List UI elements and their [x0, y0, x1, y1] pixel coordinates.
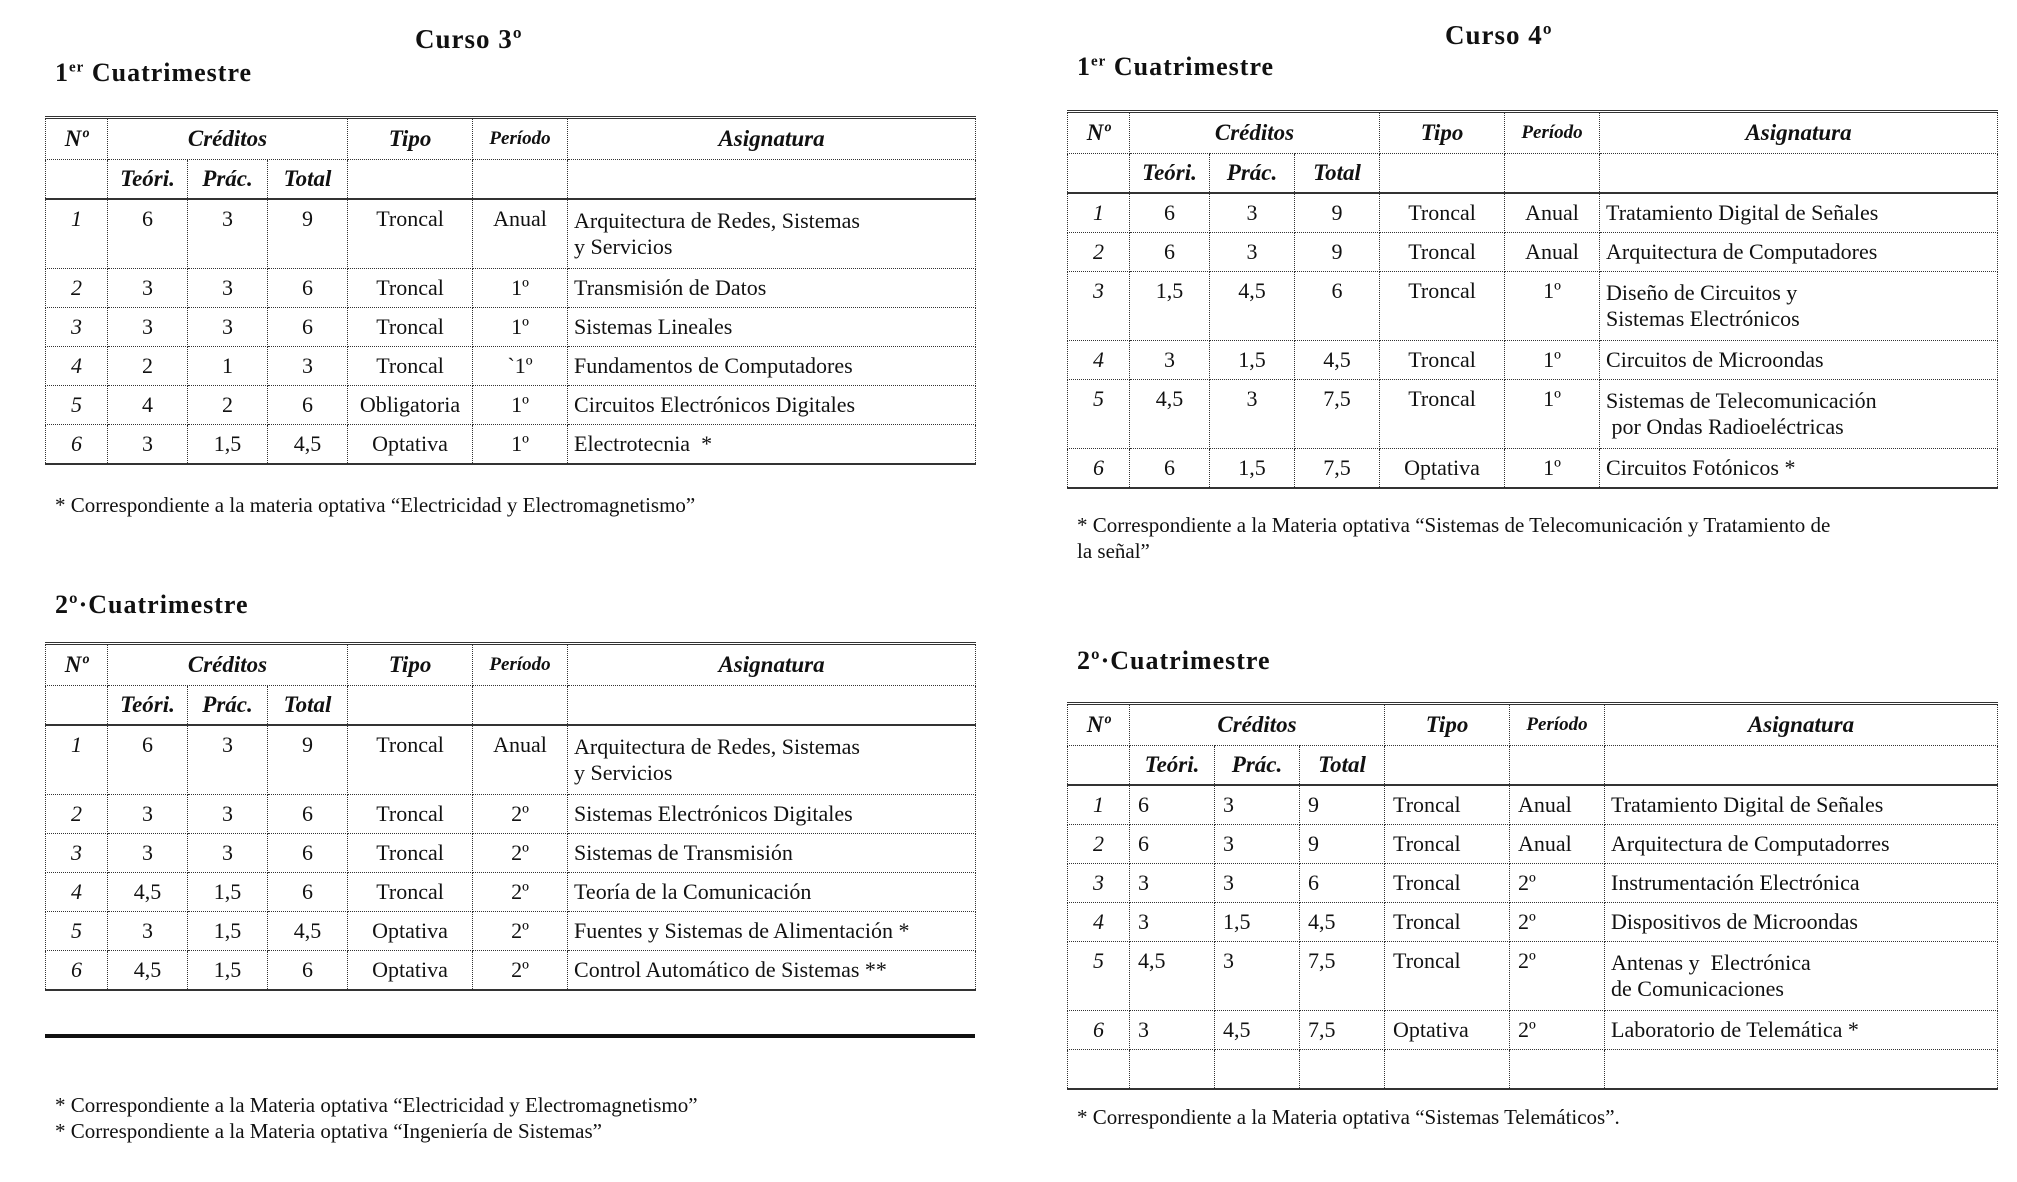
- periodo-cell: 1º: [473, 269, 568, 308]
- table-row: [46, 795, 976, 834]
- credits-total: 9: [1300, 785, 1385, 825]
- col-tipo: Tipo: [348, 118, 473, 160]
- col-creditos: Créditos: [1130, 704, 1385, 746]
- asignatura-cell: [568, 951, 976, 991]
- periodo-cell: 2º: [1510, 903, 1605, 942]
- periodo-cell: Anual: [1510, 785, 1605, 825]
- curso-3-title: Curso 3º: [415, 24, 523, 54]
- asignatura-line-1: Diseño de Circuitos y: [1606, 280, 1798, 305]
- asignatura-cell: [568, 386, 976, 425]
- asignatura-line-1: Fuentes y Sistemas de Alimentación *: [574, 918, 910, 943]
- periodo-cell: Anual: [473, 199, 568, 269]
- table-row: [46, 951, 976, 991]
- asignatura-line-1: Arquitectura de Redes, Sistemas: [574, 208, 860, 233]
- periodo-cell: `1º: [473, 347, 568, 386]
- credits-total: 6: [268, 951, 348, 991]
- tipo-cell: Optativa: [1380, 449, 1505, 489]
- credits-prac: 3: [1210, 233, 1295, 272]
- asignatura-line-1: Arquitectura de Redes, Sistemas: [574, 734, 860, 759]
- credits-teori: 6: [1130, 825, 1215, 864]
- periodo-cell: 1º: [473, 425, 568, 465]
- credits-prac: 3: [188, 834, 268, 873]
- col-n: Nº: [46, 644, 108, 686]
- periodo-cell: 2º: [473, 795, 568, 834]
- credits-total: 9: [1295, 193, 1380, 233]
- tipo-cell: Troncal: [348, 795, 473, 834]
- asignatura-cell: [1600, 380, 1998, 449]
- table-row: [46, 912, 976, 951]
- periodo-cell: 1º: [1505, 449, 1600, 489]
- asignatura-line-1: Sistemas de Transmisión: [574, 840, 793, 865]
- tipo-cell: Troncal: [1380, 380, 1505, 449]
- curso-4-sem1-note-1: * Correspondiente a la Materia optativa “Sistemas de Telecomunicación y Tratamiento de: [1077, 513, 1831, 537]
- row-number: 3: [46, 834, 108, 873]
- curso-4-sem1-note-2: la señal”: [1077, 539, 1150, 563]
- col-asignatura: Asignatura: [1600, 112, 1998, 154]
- empty-row: [1068, 1050, 1998, 1090]
- credits-total: 6: [268, 795, 348, 834]
- credits-total: 4,5: [268, 912, 348, 951]
- periodo-cell: 2º: [473, 834, 568, 873]
- curso-3-sem2-note-1: * Correspondiente a la Materia optativa “Electricidad y Electromagnetismo”: [55, 1093, 698, 1117]
- row-number: 4: [46, 873, 108, 912]
- row-number: 5: [1068, 942, 1130, 1011]
- credits-teori: 2: [108, 347, 188, 386]
- row-number: 6: [1068, 1011, 1130, 1050]
- curso-4-sem2-table: [1067, 702, 1998, 1090]
- tipo-cell: Troncal: [348, 834, 473, 873]
- curso-3-sem2-heading: 2º·Cuatrimestre: [55, 590, 249, 619]
- col-n: Nº: [46, 118, 108, 160]
- col-teori: Teóri.: [108, 160, 188, 200]
- curso-4-sem2-heading: 2º·Cuatrimestre: [1077, 646, 1271, 675]
- periodo-cell: 1º: [1505, 380, 1600, 449]
- credits-teori: 6: [108, 199, 188, 269]
- periodo-cell: 2º: [1510, 1011, 1605, 1050]
- curso-3-sem1-table: [45, 116, 976, 465]
- tipo-cell: Troncal: [348, 347, 473, 386]
- credits-prac: 1,5: [1210, 449, 1295, 489]
- asignatura-cell: [1605, 903, 1998, 942]
- col-total: Total: [268, 686, 348, 726]
- credits-teori: 3: [1130, 903, 1215, 942]
- table-row: [46, 834, 976, 873]
- asignatura-cell: [568, 873, 976, 912]
- credits-teori: 3: [108, 795, 188, 834]
- asignatura-line-1: Tratamiento Digital de Señales: [1611, 792, 1884, 817]
- col-creditos: Créditos: [108, 118, 348, 160]
- row-number: 5: [46, 386, 108, 425]
- credits-teori: 6: [1130, 233, 1210, 272]
- credits-prac: 1: [188, 347, 268, 386]
- col-prac: Prác.: [188, 686, 268, 726]
- asignatura-line-2: por Ondas Radioeléctricas: [1606, 414, 1844, 439]
- asignatura-cell: [1605, 1011, 1998, 1050]
- credits-prac: 3: [1215, 942, 1300, 1011]
- credits-total: 6: [268, 269, 348, 308]
- credits-teori: 4,5: [1130, 380, 1210, 449]
- tipo-cell: Troncal: [1380, 193, 1505, 233]
- credits-total: 9: [1295, 233, 1380, 272]
- periodo-cell: 2º: [1510, 942, 1605, 1011]
- credits-prac: 3: [1215, 785, 1300, 825]
- tipo-cell: Troncal: [1385, 942, 1510, 1011]
- row-number: 2: [1068, 233, 1130, 272]
- table-row: [46, 269, 976, 308]
- asignatura-cell: [1600, 193, 1998, 233]
- tipo-cell: Troncal: [1385, 785, 1510, 825]
- col-tipo: Tipo: [1385, 704, 1510, 746]
- row-number: 4: [46, 347, 108, 386]
- periodo-cell: 1º: [473, 308, 568, 347]
- periodo-cell: Anual: [473, 725, 568, 795]
- credits-prac: 3: [188, 308, 268, 347]
- table-row: [1068, 1011, 1998, 1050]
- tipo-cell: Obligatoria: [348, 386, 473, 425]
- row-number: 4: [1068, 341, 1130, 380]
- asignatura-cell: [568, 725, 976, 795]
- col-periodo: Período: [1510, 704, 1605, 746]
- credits-total: 7,5: [1300, 942, 1385, 1011]
- col-total: Total: [268, 160, 348, 200]
- curso-3-sem2-table: [45, 642, 976, 991]
- asignatura-line-1: Dispositivos de Microondas: [1611, 909, 1858, 934]
- credits-total: 4,5: [1295, 341, 1380, 380]
- tipo-cell: Troncal: [1380, 272, 1505, 341]
- col-asignatura: Asignatura: [568, 118, 976, 160]
- credits-prac: 3: [1215, 864, 1300, 903]
- table-row: [1068, 233, 1998, 272]
- periodo-cell: 2º: [473, 951, 568, 991]
- credits-total: 6: [268, 873, 348, 912]
- asignatura-cell: [568, 425, 976, 465]
- periodo-cell: Anual: [1505, 193, 1600, 233]
- col-tipo: Tipo: [348, 644, 473, 686]
- row-number: 2: [46, 795, 108, 834]
- asignatura-cell: [568, 308, 976, 347]
- credits-total: 7,5: [1295, 380, 1380, 449]
- col-asignatura: Asignatura: [568, 644, 976, 686]
- table-row: [46, 308, 976, 347]
- credits-teori: 3: [108, 425, 188, 465]
- tipo-cell: Troncal: [348, 725, 473, 795]
- periodo-cell: Anual: [1505, 233, 1600, 272]
- credits-prac: 4,5: [1215, 1011, 1300, 1050]
- table-row: [1068, 942, 1998, 1011]
- asignatura-cell: [568, 269, 976, 308]
- curso-4-title: Curso 4º: [1445, 20, 1553, 50]
- table-row: [46, 725, 976, 795]
- tipo-cell: Optativa: [348, 951, 473, 991]
- credits-teori: 6: [1130, 449, 1210, 489]
- col-teori: Teóri.: [1130, 154, 1210, 194]
- credits-teori: 1,5: [1130, 272, 1210, 341]
- tipo-cell: Troncal: [348, 308, 473, 347]
- asignatura-line-1: Instrumentación Electrónica: [1611, 870, 1860, 895]
- credits-teori: 6: [1130, 785, 1215, 825]
- periodo-cell: 1º: [1505, 341, 1600, 380]
- col-teori: Teóri.: [108, 686, 188, 726]
- col-teori: Teóri.: [1130, 746, 1215, 786]
- curso-4-sem1-heading: 1er Cuatrimestre: [1077, 52, 1275, 81]
- col-creditos: Créditos: [108, 644, 348, 686]
- curso-3-sem2-note-2: * Correspondiente a la Materia optativa “Ingeniería de Sistemas”: [55, 1119, 602, 1143]
- credits-prac: 1,5: [1215, 903, 1300, 942]
- credits-prac: 3: [188, 269, 268, 308]
- row-number: 4: [1068, 903, 1130, 942]
- table-row: [46, 386, 976, 425]
- credits-prac: 1,5: [188, 951, 268, 991]
- asignatura-line-1: Circuitos Fotónicos *: [1606, 455, 1796, 480]
- asignatura-cell: [568, 912, 976, 951]
- separator-rule: [45, 1034, 975, 1038]
- tipo-cell: Optativa: [348, 425, 473, 465]
- credits-prac: 3: [1210, 193, 1295, 233]
- periodo-cell: 1º: [1505, 272, 1600, 341]
- credits-prac: 1,5: [188, 912, 268, 951]
- row-number: 1: [46, 725, 108, 795]
- periodo-cell: Anual: [1510, 825, 1605, 864]
- col-prac: Prác.: [188, 160, 268, 200]
- asignatura-cell: [1605, 864, 1998, 903]
- row-number: 1: [1068, 193, 1130, 233]
- credits-teori: 3: [1130, 341, 1210, 380]
- periodo-cell: 2º: [1510, 864, 1605, 903]
- asignatura-line-1: Circuitos Electrónicos Digitales: [574, 392, 856, 417]
- row-number: 2: [46, 269, 108, 308]
- row-number: 5: [1068, 380, 1130, 449]
- table-row: [46, 199, 976, 269]
- row-number: 3: [46, 308, 108, 347]
- col-n: Nº: [1068, 704, 1130, 746]
- credits-teori: 3: [108, 912, 188, 951]
- asignatura-line-1: Arquitectura de Computadores: [1606, 239, 1878, 264]
- credits-total: 6: [1295, 272, 1380, 341]
- col-prac: Prác.: [1210, 154, 1295, 194]
- col-periodo: Período: [473, 118, 568, 160]
- asignatura-line-1: Antenas y Electrónica: [1611, 950, 1811, 975]
- col-tipo: Tipo: [1380, 112, 1505, 154]
- tipo-cell: Troncal: [1380, 233, 1505, 272]
- asignatura-line-1: Sistemas Electrónicos Digitales: [574, 801, 853, 826]
- asignatura-cell: [1605, 942, 1998, 1011]
- credits-teori: 4,5: [108, 873, 188, 912]
- asignatura-line-1: Sistemas Lineales: [574, 314, 733, 339]
- credits-teori: 6: [1130, 193, 1210, 233]
- asignatura-cell: [568, 199, 976, 269]
- col-prac: Prác.: [1215, 746, 1300, 786]
- tipo-cell: Troncal: [348, 873, 473, 912]
- asignatura-line-1: Circuitos de Microondas: [1606, 347, 1824, 372]
- asignatura-line-1: Tratamiento Digital de Señales: [1606, 200, 1879, 225]
- col-creditos: Créditos: [1130, 112, 1380, 154]
- asignatura-line-2: de Comunicaciones: [1611, 976, 1784, 1001]
- asignatura-line-1: Transmisión de Datos: [574, 275, 767, 300]
- tipo-cell: Optativa: [348, 912, 473, 951]
- credits-teori: 6: [108, 725, 188, 795]
- row-number: 2: [1068, 825, 1130, 864]
- credits-total: 6: [268, 834, 348, 873]
- asignatura-cell: [568, 347, 976, 386]
- asignatura-cell: [568, 834, 976, 873]
- tipo-cell: Troncal: [1385, 864, 1510, 903]
- curso-3-sem1-note: * Correspondiente a la materia optativa “Electricidad y Electromagnetismo”: [55, 493, 696, 517]
- tipo-cell: Troncal: [1380, 341, 1505, 380]
- credits-total: 6: [268, 386, 348, 425]
- table-row: [1068, 449, 1998, 489]
- col-total: Total: [1295, 154, 1380, 194]
- curso-3-sem1-heading: 1er Cuatrimestre: [55, 58, 253, 87]
- credits-total: 9: [268, 725, 348, 795]
- asignatura-cell: [1600, 341, 1998, 380]
- credits-teori: 3: [108, 269, 188, 308]
- asignatura-line-1: Arquitectura de Computadorres: [1611, 831, 1890, 856]
- credits-total: 6: [268, 308, 348, 347]
- row-number: 6: [1068, 449, 1130, 489]
- credits-prac: 3: [188, 725, 268, 795]
- row-number: 5: [46, 912, 108, 951]
- credits-teori: 4: [108, 386, 188, 425]
- curso-4-sem1-table: [1067, 110, 1998, 489]
- credits-total: 3: [268, 347, 348, 386]
- curso-4-sem2-note: * Correspondiente a la Materia optativa “Sistemas Telemáticos”.: [1077, 1105, 1620, 1129]
- credits-total: 7,5: [1295, 449, 1380, 489]
- col-periodo: Período: [473, 644, 568, 686]
- table-row: [1068, 864, 1998, 903]
- row-number: 3: [1068, 864, 1130, 903]
- credits-total: 9: [1300, 825, 1385, 864]
- asignatura-line-2: Sistemas Electrónicos: [1606, 306, 1800, 331]
- credits-prac: 4,5: [1210, 272, 1295, 341]
- credits-total: 4,5: [268, 425, 348, 465]
- table-row: [46, 347, 976, 386]
- table-row: [1068, 785, 1998, 825]
- table-row: [1068, 193, 1998, 233]
- credits-prac: 1,5: [188, 425, 268, 465]
- credits-total: 4,5: [1300, 903, 1385, 942]
- credits-teori: 4,5: [108, 951, 188, 991]
- tipo-cell: Troncal: [348, 199, 473, 269]
- periodo-cell: 2º: [473, 912, 568, 951]
- table-row: [1068, 825, 1998, 864]
- tipo-cell: Troncal: [1385, 825, 1510, 864]
- credits-prac: 1,5: [1210, 341, 1295, 380]
- periodo-cell: 1º: [473, 386, 568, 425]
- col-periodo: Período: [1505, 112, 1600, 154]
- asignatura-line-2: y Servicios: [574, 234, 673, 259]
- col-total: Total: [1300, 746, 1385, 786]
- credits-prac: 2: [188, 386, 268, 425]
- asignatura-cell: [1605, 785, 1998, 825]
- tipo-cell: Troncal: [348, 269, 473, 308]
- asignatura-cell: [1605, 825, 1998, 864]
- asignatura-line-1: Fundamentos de Computadores: [574, 353, 853, 378]
- asignatura-cell: [1600, 449, 1998, 489]
- table-row: [1068, 341, 1998, 380]
- row-number: 3: [1068, 272, 1130, 341]
- table-row: [1068, 380, 1998, 449]
- row-number: 6: [46, 951, 108, 991]
- asignatura-cell: [568, 795, 976, 834]
- credits-total: 6: [1300, 864, 1385, 903]
- table-row: [1068, 903, 1998, 942]
- table-row: [1068, 272, 1998, 341]
- periodo-cell: 2º: [473, 873, 568, 912]
- col-asignatura: Asignatura: [1605, 704, 1998, 746]
- asignatura-line-1: Teoría de la Comunicación: [574, 879, 812, 904]
- table-row: [46, 425, 976, 465]
- row-number: 1: [1068, 785, 1130, 825]
- credits-prac: 3: [188, 795, 268, 834]
- tipo-cell: Troncal: [1385, 903, 1510, 942]
- credits-total: 7,5: [1300, 1011, 1385, 1050]
- asignatura-line-1: Laboratorio de Telemática *: [1611, 1017, 1859, 1042]
- credits-teori: 4,5: [1130, 942, 1215, 1011]
- table-row: [46, 873, 976, 912]
- credits-total: 9: [268, 199, 348, 269]
- asignatura-line-2: y Servicios: [574, 760, 673, 785]
- col-n: Nº: [1068, 112, 1130, 154]
- credits-teori: 3: [108, 834, 188, 873]
- credits-teori: 3: [1130, 864, 1215, 903]
- credits-prac: 3: [1215, 825, 1300, 864]
- asignatura-cell: [1600, 233, 1998, 272]
- row-number: 1: [46, 199, 108, 269]
- tipo-cell: Optativa: [1385, 1011, 1510, 1050]
- credits-prac: 3: [188, 199, 268, 269]
- credits-teori: 3: [108, 308, 188, 347]
- asignatura-line-1: Control Automático de Sistemas **: [574, 957, 887, 982]
- credits-prac: 1,5: [188, 873, 268, 912]
- asignatura-cell: [1600, 272, 1998, 341]
- asignatura-line-1: Electrotecnia *: [574, 431, 713, 456]
- asignatura-line-1: Sistemas de Telecomunicación: [1606, 388, 1877, 413]
- row-number: 6: [46, 425, 108, 465]
- credits-prac: 3: [1210, 380, 1295, 449]
- credits-teori: 3: [1130, 1011, 1215, 1050]
